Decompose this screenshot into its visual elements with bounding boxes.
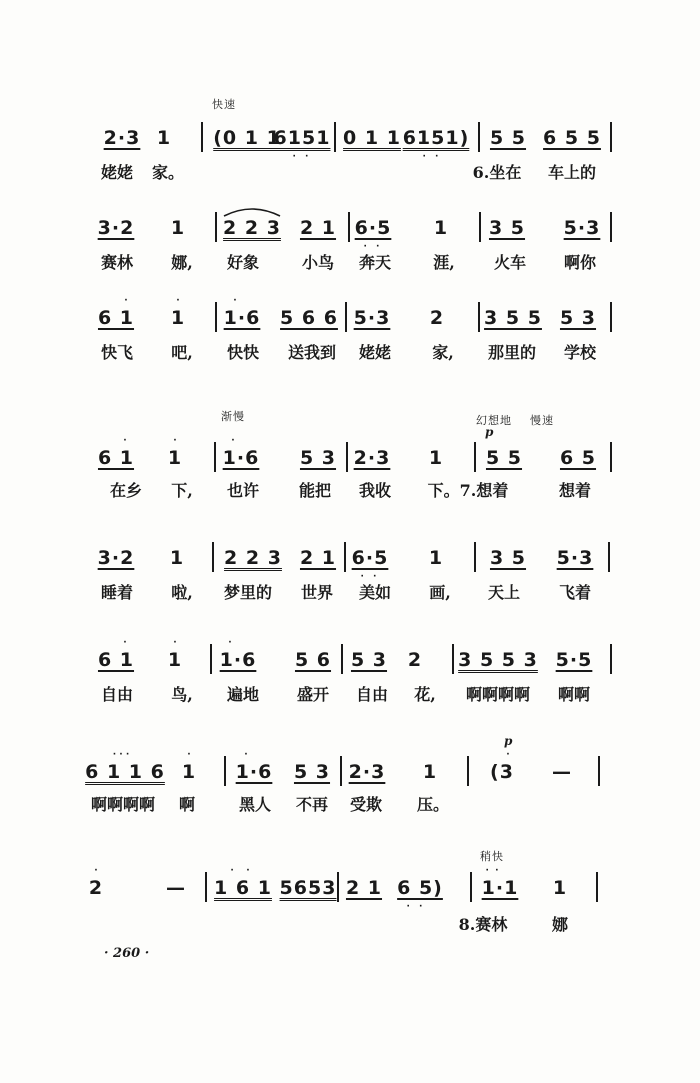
- lyric: 能把: [298, 481, 332, 500]
- lyric-row: [0, 914, 700, 940]
- note-row: [0, 546, 700, 586]
- lyric-row: [0, 480, 700, 506]
- lyric: 涯,: [433, 253, 455, 272]
- lyric: 车上的: [547, 163, 597, 182]
- barline: [474, 442, 476, 472]
- lyric: 在乡: [109, 481, 143, 500]
- lyric: 美如: [358, 583, 392, 602]
- note-group: 5 3: [299, 447, 337, 469]
- note-group: 5·3: [353, 307, 391, 329]
- lyric: 天上: [487, 583, 521, 602]
- note-group: 6151): [402, 127, 470, 149]
- note-group: 5 6: [294, 649, 332, 671]
- lyric: 也许: [226, 481, 260, 500]
- note-group: 5 3: [559, 307, 597, 329]
- barline: [478, 302, 480, 332]
- barline: [608, 542, 610, 572]
- lyric: 下。7.想着: [427, 481, 509, 500]
- barline: [610, 442, 612, 472]
- note-group: 1: [181, 761, 197, 783]
- lyric: 盛开: [296, 685, 330, 704]
- high-octave-dot: ·: [231, 436, 235, 446]
- high-octave-dot: ·: [176, 296, 180, 306]
- lyric: 鸟,: [171, 685, 193, 704]
- lyric: 学校: [563, 343, 597, 362]
- note-group: 5 3: [293, 761, 331, 783]
- lyric: 送我到: [287, 343, 337, 362]
- note-group: (3: [490, 761, 514, 783]
- expression-marking: 幻想地: [476, 414, 512, 427]
- note-group: (0 1 1: [213, 127, 281, 149]
- high-octave-dot: ·: [173, 436, 177, 446]
- note-group: 1·6: [219, 649, 257, 671]
- low-octave-dots: · ·: [292, 152, 312, 162]
- note-group: 1: [170, 217, 186, 239]
- note-group: 3 5 5 3: [458, 649, 538, 671]
- note-group: 2·3: [103, 127, 141, 149]
- lyric: 8.赛林: [458, 915, 508, 934]
- barline: [598, 756, 600, 786]
- note-group: 6 1: [97, 447, 135, 469]
- system-3: [0, 272, 700, 384]
- dynamic-marking: p: [485, 425, 494, 439]
- barline: [210, 644, 212, 674]
- lyric: 姥姥: [358, 343, 392, 362]
- note-group: 2 2 3: [223, 217, 281, 239]
- note-group: 2 1: [345, 877, 383, 899]
- barline: [478, 122, 480, 152]
- barline: [479, 212, 481, 242]
- note-group: 1: [167, 649, 183, 671]
- barline: [340, 756, 342, 786]
- high-octave-dot: ·: [124, 296, 128, 306]
- note-group: 6151: [273, 127, 331, 149]
- system-8: [0, 842, 700, 954]
- lyric: 黑人: [238, 795, 272, 814]
- note-group: 1·6: [223, 307, 261, 329]
- note-group: 2 2 3: [224, 547, 282, 569]
- note-group: 5·3: [563, 217, 601, 239]
- barline: [345, 302, 347, 332]
- high-octave-dot: ·: [244, 750, 248, 760]
- system-4: [0, 398, 700, 510]
- barline: [215, 212, 217, 242]
- note-group: 1·6: [222, 447, 260, 469]
- barline: [201, 122, 203, 152]
- barline: [610, 302, 612, 332]
- lyric: 家,: [432, 343, 454, 362]
- note-group: 5·5: [555, 649, 593, 671]
- lyric: 遍地: [226, 685, 260, 704]
- barline: [596, 872, 598, 902]
- note-group: 5 3: [350, 649, 388, 671]
- lyric: 娜: [551, 915, 569, 934]
- lyric: 自由: [100, 685, 134, 704]
- barline: [470, 872, 472, 902]
- high-octave-dot: · · ·: [112, 750, 130, 760]
- barline: [452, 644, 454, 674]
- note-group: 6 1: [97, 307, 135, 329]
- note-group: 5 5: [485, 447, 523, 469]
- lyric: 下,: [171, 481, 193, 500]
- note-group: 3 5: [489, 547, 527, 569]
- tempo-marking: 慢速: [530, 414, 554, 427]
- high-octave-dot: ·: [173, 638, 177, 648]
- high-octave-dot: ·: [506, 750, 510, 760]
- lyric: 啊你: [563, 253, 597, 272]
- note-group: 3·2: [97, 547, 135, 569]
- tempo-marking: 稍快: [480, 850, 504, 863]
- note-group: 2·3: [353, 447, 391, 469]
- lyric: 世界: [300, 583, 334, 602]
- note-group: 2 1: [299, 547, 337, 569]
- low-octave-dots: · ·: [360, 572, 380, 582]
- note-row: [0, 638, 700, 688]
- high-octave-dot: · ·: [485, 866, 499, 876]
- lyric: 啦,: [171, 583, 193, 602]
- note-group: 6 1 1 6: [85, 761, 165, 783]
- note-row: [0, 126, 700, 166]
- note-group: 0 1 1: [343, 127, 401, 149]
- tempo-marking: 快速: [212, 98, 236, 111]
- lyric: 好象: [226, 253, 260, 272]
- lyric: 花,: [414, 685, 436, 704]
- lyric: 奔天: [358, 253, 392, 272]
- note-group: 6·5: [354, 217, 392, 239]
- lyric-row: [0, 342, 700, 368]
- note-group: 1: [433, 217, 449, 239]
- note-group: 1: [552, 877, 568, 899]
- system-5: [0, 514, 700, 626]
- note-group: 1 6 1: [214, 877, 272, 899]
- lyric: 啊啊: [557, 685, 591, 704]
- note-group: 2: [429, 307, 445, 329]
- high-octave-dot: ·: [123, 436, 127, 446]
- lyric: 吧,: [171, 343, 193, 362]
- note-group: —: [166, 877, 186, 899]
- note-group: 6 5 5: [543, 127, 601, 149]
- lyric: 火车: [493, 253, 527, 272]
- note-row: [0, 296, 700, 346]
- lyric: 家。: [151, 163, 185, 182]
- barline: [344, 542, 346, 572]
- note-group: 1·1: [481, 877, 519, 899]
- note-group: 1: [170, 307, 186, 329]
- note-group: 1: [156, 127, 172, 149]
- note-group: 6 5: [559, 447, 597, 469]
- note-group: —: [552, 761, 572, 783]
- note-group: 2: [88, 877, 104, 899]
- note-group: 1: [428, 447, 444, 469]
- barline: [348, 212, 350, 242]
- lyric: 画,: [429, 583, 451, 602]
- note-group: 5 5: [489, 127, 527, 149]
- lyric: 飞着: [558, 583, 592, 602]
- lyric: 那里的: [487, 343, 537, 362]
- lyric: 姥姥: [100, 163, 134, 182]
- note-group: 5·3: [556, 547, 594, 569]
- system-7: [0, 724, 700, 836]
- note-group: 1·6: [235, 761, 273, 783]
- barline: [610, 122, 612, 152]
- high-octave-dot: · ·: [230, 866, 250, 876]
- lyric: 压。: [416, 795, 450, 814]
- lyric: 不再: [295, 795, 329, 814]
- note-row: [0, 216, 700, 256]
- high-octave-dot: ·: [123, 638, 127, 648]
- note-group: 6·5: [351, 547, 389, 569]
- note-group: 2: [407, 649, 423, 671]
- note-group: 3 5: [488, 217, 526, 239]
- lyric: 梦里的: [223, 583, 273, 602]
- barline: [214, 442, 216, 472]
- high-octave-dot: ·: [228, 638, 232, 648]
- high-octave-dot: ·: [187, 750, 191, 760]
- barline: [346, 442, 348, 472]
- note-group: 1: [422, 761, 438, 783]
- page-number: · 260 ·: [104, 946, 150, 961]
- note-group: 1: [169, 547, 185, 569]
- barline: [205, 872, 207, 902]
- note-group: 1: [428, 547, 444, 569]
- barline: [341, 644, 343, 674]
- tempo-marking: 渐慢: [221, 410, 245, 423]
- lyric: 我收: [358, 481, 392, 500]
- note-group: 2·3: [348, 761, 386, 783]
- lyric: 啊啊啊啊: [465, 685, 531, 704]
- note-group: 1: [167, 447, 183, 469]
- lyric: 小鸟: [301, 253, 335, 272]
- lyric: 受欺: [349, 795, 383, 814]
- dynamic-marking: p: [504, 734, 513, 748]
- note-group: 6 5): [397, 877, 443, 899]
- barline: [212, 542, 214, 572]
- note-row: [0, 866, 700, 916]
- lyric: 自由: [355, 685, 389, 704]
- lyric: 快飞: [100, 343, 134, 362]
- note-group: 2 1: [299, 217, 337, 239]
- lyric: 娜,: [171, 253, 193, 272]
- high-octave-dot: ·: [94, 866, 98, 876]
- lyric: 啊啊啊啊: [90, 795, 156, 814]
- barline: [467, 756, 469, 786]
- barline: [610, 212, 612, 242]
- lyric: 睡着: [100, 583, 134, 602]
- system-6: [0, 616, 700, 728]
- barline: [224, 756, 226, 786]
- lyric: 赛林: [100, 253, 134, 272]
- note-group: 6 1: [97, 649, 135, 671]
- barline: [215, 302, 217, 332]
- note-group: 3·2: [97, 217, 135, 239]
- lyric: 6.坐在: [472, 163, 522, 182]
- low-octave-dots: · ·: [363, 242, 383, 252]
- lyric: 快快: [226, 343, 260, 362]
- low-octave-dots: · ·: [422, 152, 442, 162]
- lyric-row: [0, 582, 700, 608]
- low-octave-dots: · ·: [406, 902, 426, 912]
- lyric: 啊: [178, 795, 196, 814]
- barline: [610, 644, 612, 674]
- lyric-row: [0, 684, 700, 710]
- note-group: 5 6 6: [280, 307, 338, 329]
- lyric: 想着: [558, 481, 592, 500]
- lyric-row: [0, 794, 700, 820]
- note-group: 5653: [279, 877, 337, 899]
- barline: [337, 872, 339, 902]
- barline: [334, 122, 336, 152]
- high-octave-dot: ·: [233, 296, 237, 306]
- barline: [474, 542, 476, 572]
- note-group: 3 5 5: [484, 307, 542, 329]
